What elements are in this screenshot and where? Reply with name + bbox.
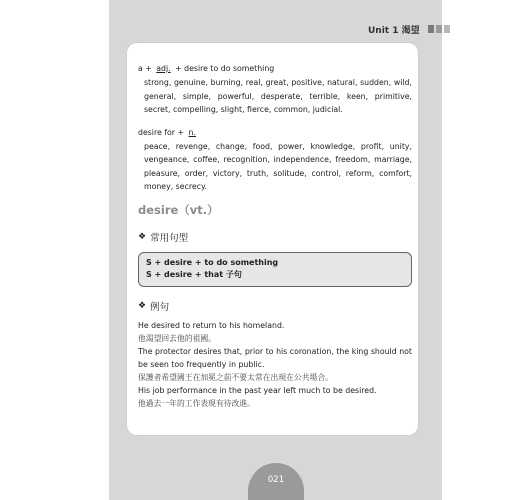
example-zh: 他渴望回去他的祖國。 — [138, 333, 216, 343]
noun-word-list: peace, revenge, change, food, power, knowledge, profit, unity, vengeance, coffee, recognition, independence, freedom, marriage, pleasure, order, victory, truth, solitude, control, reform, comfort, money, secrecy. — [144, 141, 412, 191]
example-en: The protector desires that, prior to his coronation, the king should not be seen too frequently in public. — [138, 346, 412, 369]
page-number: 021 — [248, 463, 304, 500]
example-zh: 保護者希望國王在加冕之前不要太常在出現在公共場合。 — [138, 372, 333, 382]
example-en: His job performance in the past year left much to be desired. — [138, 385, 377, 395]
adj-pattern-suffix: + desire to do something — [175, 64, 275, 73]
example-en: He desired to return to his homeland. — [138, 320, 285, 330]
example-zh: 他過去一年的工作表現有待改進。 — [138, 398, 255, 408]
examples-title — [138, 299, 412, 313]
adj-pattern — [138, 63, 412, 74]
adj-word-list: strong, genuine, burning, real, great, positive, natural, sudden, wild, general, simple, powerful, desperate, terrible, keen, primitive, secret, compelling, slight, fierce, common, judicial. — [144, 78, 412, 114]
adj-pattern-prefix: a + — [138, 64, 152, 73]
common-patterns-label: 常用句型 — [150, 232, 189, 244]
header-bars-decoration — [428, 25, 450, 33]
noun-pattern — [138, 127, 412, 138]
common-patterns-title — [138, 230, 412, 244]
noun-pattern-prefix: desire for + — [138, 127, 185, 137]
unit-title: Unit 1 渴望 — [368, 25, 420, 36]
verb-heading: desire（vt.） — [138, 202, 219, 217]
noun-pattern-blank: n. — [188, 127, 196, 137]
diamond-icon: ❖ — [138, 231, 147, 242]
unit-header — [368, 22, 450, 36]
examples-label: 例句 — [150, 301, 170, 313]
sentence-pattern-2: S + desire + that 子句 — [146, 270, 242, 279]
adj-pattern-blank: adj. — [156, 64, 171, 73]
sentence-pattern-1: S + desire + to do something — [146, 257, 279, 267]
diamond-icon: ❖ — [138, 300, 147, 311]
content-card — [127, 43, 418, 435]
sentence-pattern-box — [138, 252, 412, 287]
example-sentences — [138, 319, 412, 410]
